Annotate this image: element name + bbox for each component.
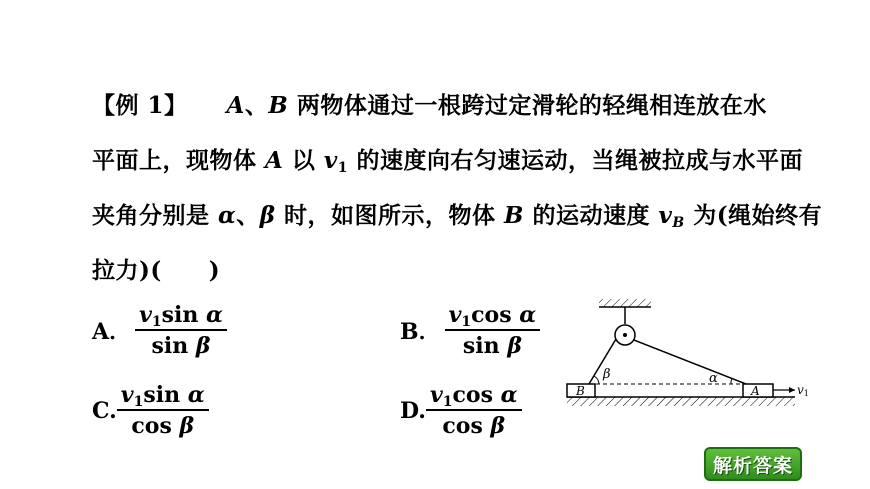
option-b[interactable] [400,302,540,359]
object-b: B [268,92,289,119]
answer-button[interactable]: 解析答案 [704,447,802,481]
question-line-2 [92,133,834,188]
option-letter: D. [400,397,426,424]
rope-to-a [634,340,746,384]
text-segment: 平面上，现物体 [92,147,266,174]
beta-arc [594,376,599,384]
denominator: sin β [151,333,211,359]
question-line-4: 拉力)( ) [92,257,221,284]
option-c[interactable] [92,382,209,439]
text-segment: 时，如图所示，物体 [275,202,505,229]
option-letter: A． [92,319,132,345]
option-letter: C. [92,397,117,424]
question-stem [92,78,834,298]
numerator: $v_1\sin$ α [117,382,209,411]
question-line-3 [92,188,834,243]
question-line-1 [92,78,834,133]
pulley-diagram [563,296,823,411]
object-a: A [226,92,245,119]
denominator: cos β [442,413,506,439]
text-segment: 夹角分别是 [92,202,219,229]
text-segment: 为(绳始终有 [684,202,823,229]
block-a-label: A [751,384,760,398]
text-segment: 以 [283,147,324,174]
separator: 、 [244,92,269,119]
denominator: cos β [131,413,195,439]
fraction [117,382,209,439]
object-b: B [504,202,524,229]
ceiling-hatch [599,299,651,307]
numerator: $v_1\sin$ α [135,302,227,331]
velocity-arrowhead [789,387,795,393]
text-segment: 的运动速度 [523,202,659,229]
ground-hatch [567,397,795,406]
example-label: 【例 1】 [92,92,188,119]
option-letter: B． [400,319,441,345]
fraction [445,302,541,359]
velocity-label: v1 [797,383,809,398]
option-d[interactable] [400,382,522,439]
alpha-label: α [709,371,718,386]
velocity-symbol: v [323,147,338,174]
denominator: sin β [462,333,522,359]
beta-symbol: β [259,202,276,229]
fraction [135,302,227,359]
fraction [426,382,522,439]
velocity-symbol: v [658,202,673,229]
option-a[interactable] [92,302,227,359]
separator: 、 [236,202,260,229]
velocity-subscript: B [672,215,685,231]
alpha-symbol: α [218,202,237,229]
text-segment: 的速度向右匀速运动，当绳被拉成与水平面 [348,147,804,174]
beta-label: β [603,367,611,382]
numerator: $v_1\cos$ α [445,302,541,331]
numerator: $v_1\cos$ α [426,382,522,411]
object-a: A [265,147,284,174]
pulley-axle [623,333,627,337]
velocity-subscript: 1 [337,160,349,176]
block-b-label: B [576,384,585,398]
text-segment: 两物体通过一根跨过定滑轮的轻绳相连放在水 [288,92,767,119]
